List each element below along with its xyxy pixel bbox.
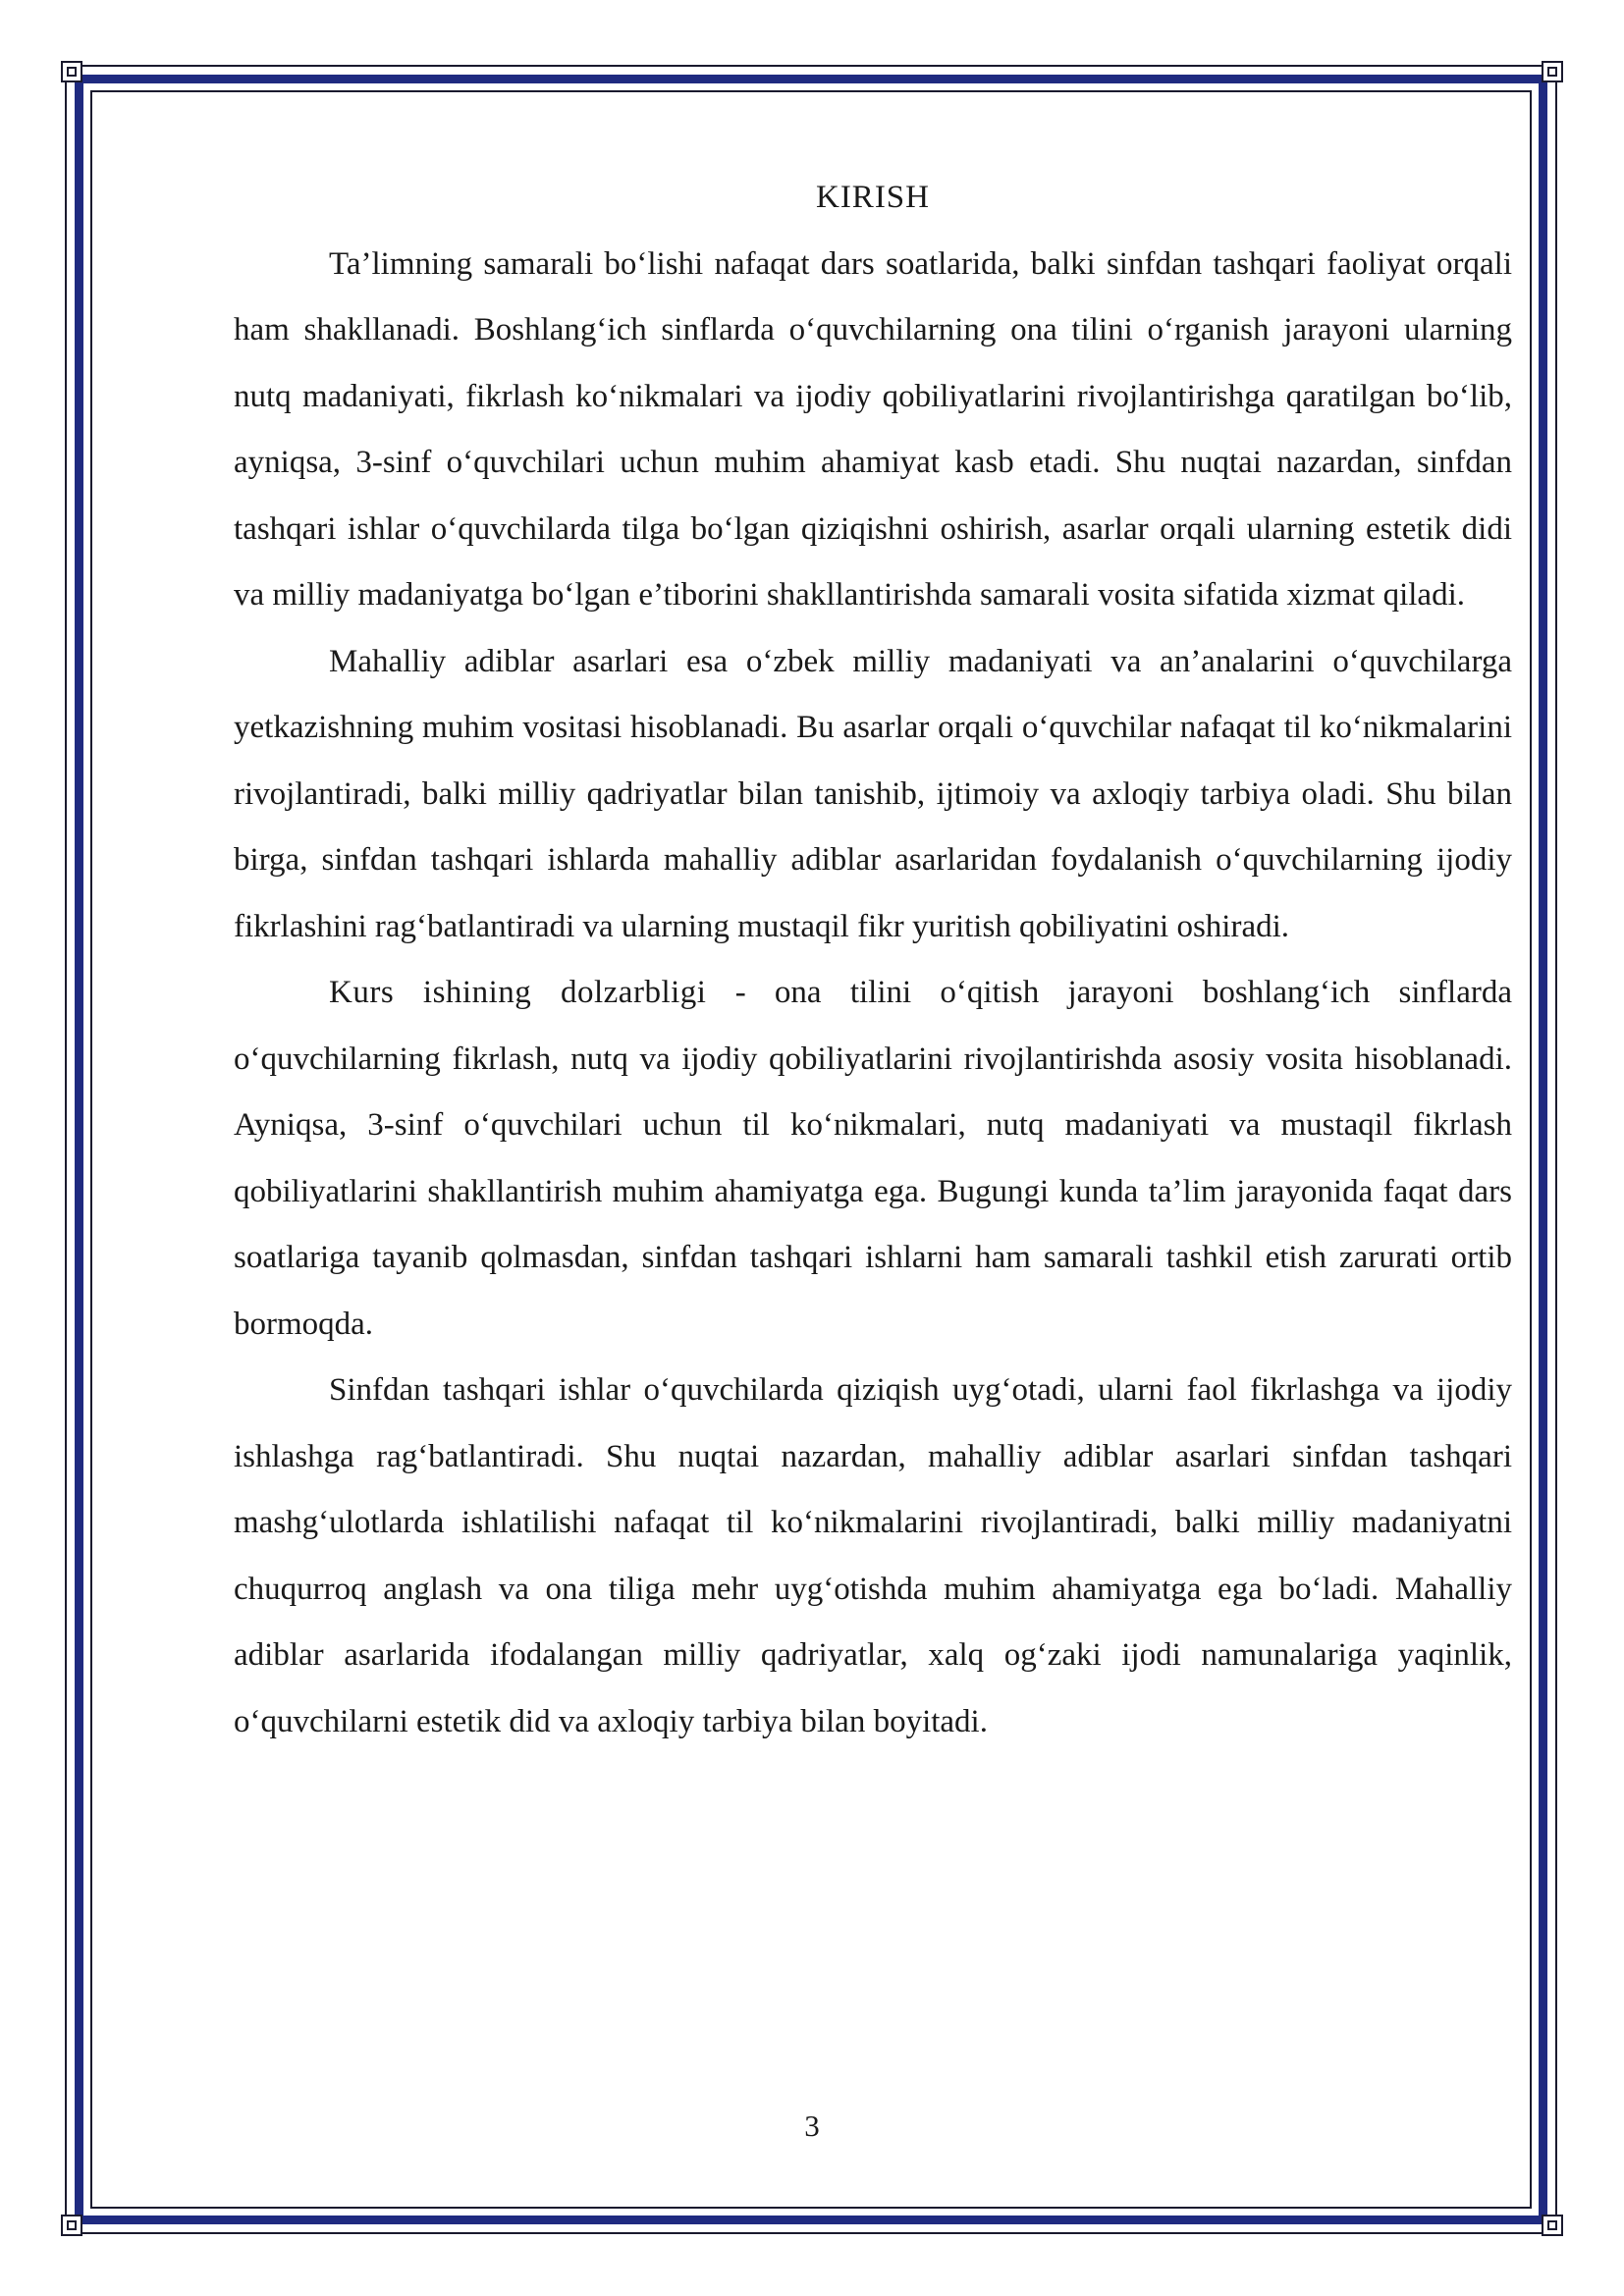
frame-corner-ornament: [61, 2215, 82, 2236]
paragraph-lead-term: Kurs ishining dolzarbligi: [329, 975, 707, 1010]
section-heading: KIRISH: [815, 180, 930, 215]
paragraph: [234, 1358, 1512, 1755]
frame-corner-ornament: [1542, 2215, 1563, 2236]
paragraph: [234, 960, 1512, 1358]
page-number: 3: [804, 2109, 820, 2143]
paragraph-text: - ona tilini o‘qitish jarayoni boshlang‘ich sinflarda o‘quvchilarning fikrlash, nutq va ijodiy qobiliyatlarini rivojlantirishda asosiy vosita hisoblanadi. Ayniqsa, 3-sinf o‘quvchilari uchun til ko‘nikmalari, nutq madaniyati va mustaqil fikrlash qobiliyatlarini shakllantirish muhim ahamiyatga ega. Bugungi kunda ta’lim jarayonida faqat dars soatlariga tayanib qolmasdan, sinfdan tashqari ishlarni ham samarali tashkil etish zarurati ortib bormoqda.: [234, 975, 1512, 1342]
paragraph: [234, 629, 1512, 961]
page-body: [234, 165, 1512, 1755]
paragraph: [234, 232, 1512, 629]
paragraph-text: Mahalliy adiblar asarlari esa o‘zbek milliy madaniyati va an’analarini o‘quvchilarga yetkazishning muhim vositasi hisoblanadi. Bu asarlar orqali o‘quvchilar nafaqat til ko‘nikmalarini rivojlantiradi, balki milliy qadriyatlar bilan tanishib, ijtimoiy va axloqiy tarbiya oladi. Shu bilan birga, sinfdan tashqari ishlarda mahalliy adiblar asarlaridan foydalanish o‘quvchilarning ijodiy fikrlashini rag‘batlantiradi va ularning mustaqil fikr yuritish qobiliyatini oshiradi.: [234, 643, 1512, 944]
paragraph-text: Ta’limning samarali bo‘lishi nafaqat dars soatlarida, balki sinfdan tashqari faoliyat orqali ham shakllanadi. Boshlang‘ich sinflarda o‘quvchilarning ona tilini o‘rganish jarayoni ularning nutq madaniyati, fikrlash ko‘nikmalari va ijodiy qobiliyatlarini rivojlantirishga qaratilgan bo‘lib, ayniqsa, 3-sinf o‘quvchilari uchun muhim ahamiyat kasb etadi. Shu nuqtai nazardan, sinfdan tashqari ishlar o‘quvchilarda tilga bo‘lgan qiziqishni oshirish, asarlar orqali ularning estetik didi va milliy madaniyatga bo‘lgan e’tiborini shakllantirishda samarali vosita sifatida xizmat qiladi.: [234, 245, 1512, 613]
paragraph-text: Sinfdan tashqari ishlar o‘quvchilarda qiziqish uyg‘otadi, ularni faol fikrlashga va ijodiy ishlashga rag‘batlantiradi. Shu nuqtai nazardan, mahalliy adiblar asarlari sinfdan tashqari mashg‘ulotlarda ishlatilishi nafaqat til ko‘nikmalarini rivojlantiradi, balki milliy madaniyatni chuqurroq anglash va ona tiliga mehr uyg‘otishda muhim ahamiyatga ega bo‘ladi. Mahalliy adiblar asarlarida ifodalangan milliy qadriyatlar, xalq og‘zaki ijodi namunalariga yaqinlik, o‘quvchilarni estetik did va axloqiy tarbiya bilan boyitadi.: [234, 1372, 1512, 1739]
frame-corner-ornament: [61, 61, 82, 82]
frame-corner-ornament: [1542, 61, 1563, 82]
